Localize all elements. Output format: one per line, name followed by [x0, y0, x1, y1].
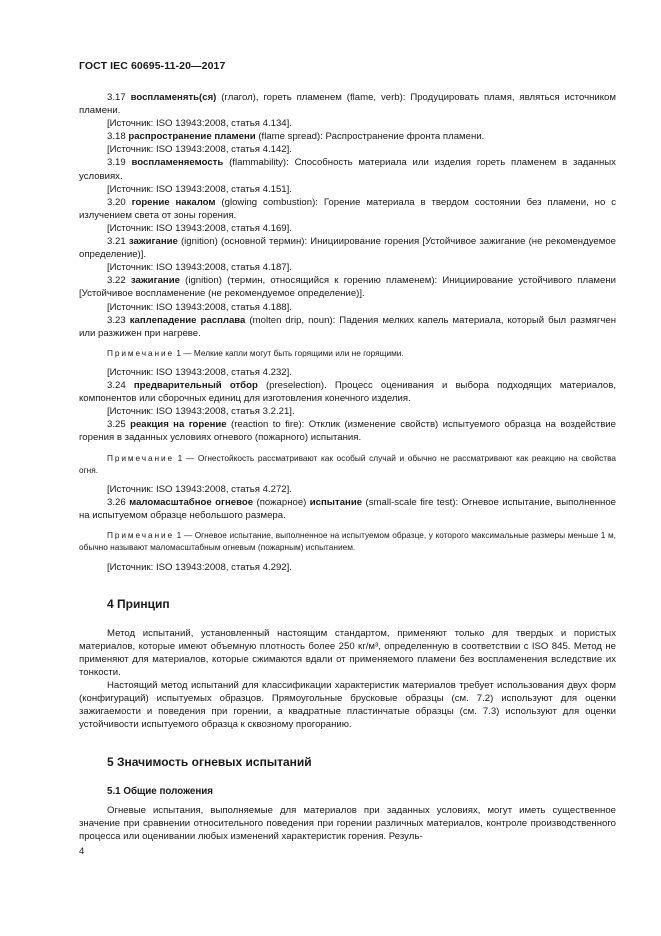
term-definition: 3.19 воспламеняемость (flammability): Способность материала или изделия гореть пламенем в заданных условиях.	[79, 157, 616, 182]
section-4-paragraph-2: Настоящий метод испытаний для классификации характеристик материалов требует использования двух форм (конфигураций) испытуемых образцов. Прямоугольные брусковые образцы (см. 7.2) используют для оценки зажигаемости и поведения при горении, а квадратные пластинчатые образцы (см. 7.3) используют для оценки устойчивости испытуемого образца к сквозному прогоранию.	[79, 680, 616, 731]
term-name: предварительный отбор	[133, 380, 258, 392]
term-source: [Источник: ISO 13943:2008, статья 4.232].	[107, 366, 292, 378]
page-number: 4	[79, 846, 85, 857]
term-definition: 3.24 предварительный отбор (preselection). Процесс оценивания и выбора подходящих материалов, компонентов или сборочных единиц для изготовления конечного изделия.	[79, 380, 616, 405]
term-source: [Источник: ISO 13943:2008, статья 4.292].	[107, 561, 292, 573]
term-name: реакция на горение	[130, 419, 227, 431]
term-entry-3-20	[79, 196, 616, 235]
term-source: [Источник: ISO 13943:2008, статья 4.272].	[107, 483, 292, 495]
term-name: зажигание	[130, 275, 180, 287]
term-entry-3-17	[79, 91, 616, 130]
term-entry-3-23	[79, 314, 616, 379]
document-header: ГОСТ IEC 60695-11-20—2017	[79, 60, 226, 72]
section-4-paragraph-1: Метод испытаний, установленный настоящим стандартом, применяют только для твердых и пористых материалов, которые имеют объемную плотность более 250 кг/м³, определенную в соответствии с ISO 845. Метод не применяют для материалов, которые сжимаются вдали от применяемого пламени без воспламенения вследствие их тонкости.	[79, 627, 616, 679]
term-name: каплепадение расплава	[129, 314, 246, 326]
document-body	[79, 91, 616, 843]
term-source: [Источник: ISO 13943:2008, статья 4.142].	[107, 144, 292, 156]
term-name: зажигание	[128, 236, 178, 248]
term-name-part: испытание	[309, 497, 363, 509]
term-entry-3-19	[79, 156, 616, 195]
term-definition: 3.23 каплепадение расплава (molten drip, noun): Падения мелких капель материала, который был размягчен или разжижен при нагреве.	[79, 314, 616, 339]
term-source: [Источник: ISO 13943:2008, статья 4.187].	[107, 262, 292, 274]
section-5-heading: 5 Значимость огневых испытаний	[107, 754, 312, 769]
term-entry-3-24	[79, 379, 616, 418]
term-source: [Источник: ISO 13943:2008, статья 4.134].	[107, 118, 292, 130]
term-definition: 3.26 маломасштабное огневое (пожарное) испытание (small-scale fire test): Огневое испытание, выполненное на испытуемом образце небольшого размера.	[79, 497, 616, 522]
term-source: [Источник: ISO 13943:2008, статья 4.188].	[107, 301, 292, 313]
term-entry-3-22	[79, 274, 616, 313]
term-entry-3-26	[79, 496, 616, 574]
section-4-heading: 4 Принцип	[107, 596, 170, 611]
term-entry-3-25	[79, 418, 616, 496]
note-label: Примечание	[107, 452, 175, 463]
note-label: Примечание	[107, 530, 175, 541]
term-definition: 3.20 горение накалом (glowing combustion): Горение материала в твердом состоянии без пламени, но с излучением света от зоны горения.	[79, 196, 616, 221]
term-note: Примечание 1 — Огневое испытание, выполненное на испытуемом образце, у которого максимальные размеры меньше 1 м, обычно называют маломасштабным огневым (пожарным) испытанием.	[79, 530, 616, 553]
term-source: [Источник: ISO 13943:2008, статья 4.169].	[107, 222, 292, 234]
term-name: воспламеняемость	[131, 157, 224, 169]
term-name: воспламенять(ся)	[130, 92, 217, 103]
note-label: Примечание	[107, 347, 175, 358]
term-entry-3-21	[79, 235, 616, 274]
term-note: Примечание 1 — Огнестойкость рассматривают как особый случай и обычно не рассматривают как реакцию на свойства огня.	[79, 452, 616, 475]
term-name: горение накалом	[131, 196, 216, 208]
section-5-1-paragraph-1: Огневые испытания, выполняемые для материалов при заданных условиях, могут иметь существенное значение при сравнении относительного поведения при горении различных материалов, контроле производственного процесса или оценивании любых изменений характеристик горения. Резуль-	[79, 804, 616, 842]
term-definition: 3.25 реакция на горение (reaction to fire): Отклик (изменение свойств) испытуемого образца на воздействие горения в заданных условиях огневого (пожарного) испытания.	[79, 419, 617, 444]
section-5-1-heading: 5.1 Общие положения	[107, 785, 214, 797]
term-source: [Источник: ISO 13943:2008, статья 3.2.21].	[107, 406, 295, 418]
term-definition: 3.22 зажигание (ignition) (термин, относящийся к горению пламенем): Инициирование устойчивого пламени [Устойчивое воспламенение (не рекомендуемое определение)].	[79, 275, 616, 300]
term-name: распространение пламени	[128, 131, 256, 143]
term-definition: 3.18 распространение пламени (flame spread): Распространение фронта пламени.	[107, 131, 485, 143]
term-note: Примечание 1 — Мелкие капли могут быть горящими или не горящими.	[107, 347, 404, 358]
term-definition: 3.21 зажигание (ignition) (основной термин): Инициирование горения [Устойчивое зажигание (не рекомендуемое определение)].	[79, 236, 616, 261]
term-name: маломасштабное огневое	[129, 497, 254, 509]
term-source: [Источник: ISO 13943:2008, статья 4.151].	[107, 183, 292, 195]
term-definition: 3.17 воспламенять(ся) (глагол), гореть пламенем (flame, verb): Продуцировать пламя, являться источником пламени.	[79, 92, 616, 117]
term-entry-3-18	[79, 130, 616, 156]
